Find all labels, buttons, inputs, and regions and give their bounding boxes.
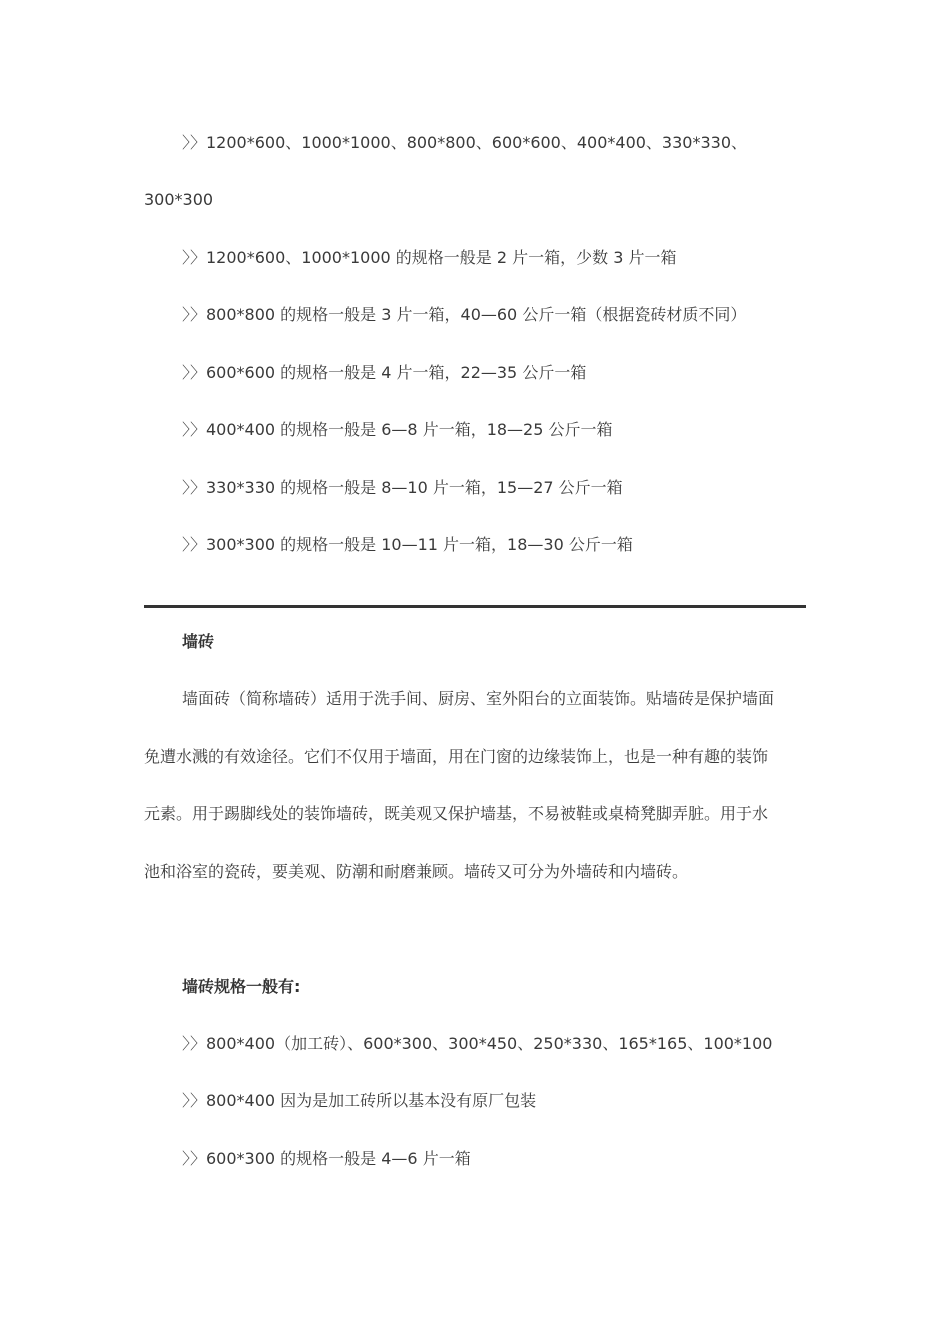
floor-spec-line: 〉〉600*600 的规格一般是 4 片一箱，22—35 公斤一箱 [182,363,587,382]
floor-spec-line: 300*300 [144,190,214,209]
floor-spec-line: 〉〉400*400 的规格一般是 6—8 片一箱，18—25 公斤一箱 [182,420,613,439]
section-heading-wall-specs: 墙砖规格一般有: [182,977,301,996]
floor-spec-line: 〉〉330*330 的规格一般是 8—10 片一箱，15—27 公斤一箱 [182,478,623,497]
section-divider [144,605,806,608]
wall-spec-line: 〉〉600*300 的规格一般是 4—6 片一箱 [182,1149,471,1168]
floor-spec-line: 〉〉800*800 的规格一般是 3 片一箱，40—60 公斤一箱（根据瓷砖材质不同） [182,305,747,324]
wall-spec-line: 〉〉800*400 因为是加工砖所以基本没有原厂包装 [182,1091,537,1110]
floor-spec-line: 〉〉1200*600、1000*1000 的规格一般是 2 片一箱，少数 3 片一箱 [182,248,677,267]
paragraph-line: 池和浴室的瓷砖，要美观、防潮和耐磨兼顾。墙砖又可分为外墙砖和内墙砖。 [144,862,689,881]
floor-spec-line: 〉〉300*300 的规格一般是 10—11 片一箱，18—30 公斤一箱 [182,535,633,554]
paragraph-line: 元素。用于踢脚线处的装饰墙砖，既美观又保护墙基，不易被鞋或桌椅凳脚弄脏。用于水 [144,804,769,823]
floor-spec-line: 〉〉1200*600、1000*1000、800*800、600*600、400*400、330*330、 [182,133,748,152]
section-heading-wall-tile: 墙砖 [182,632,215,651]
wall-spec-line: 〉〉800*400（加工砖）、600*300、300*450、250*330、165*165、100*100 [182,1034,773,1053]
paragraph-line: 免遭水溅的有效途径。它们不仅用于墙面，用在门窗的边缘装饰上，也是一种有趣的装饰 [144,747,769,766]
paragraph-line: 墙面砖（简称墙砖）适用于洗手间、厨房、室外阳台的立面装饰。贴墙砖是保护墙面 [182,689,775,708]
